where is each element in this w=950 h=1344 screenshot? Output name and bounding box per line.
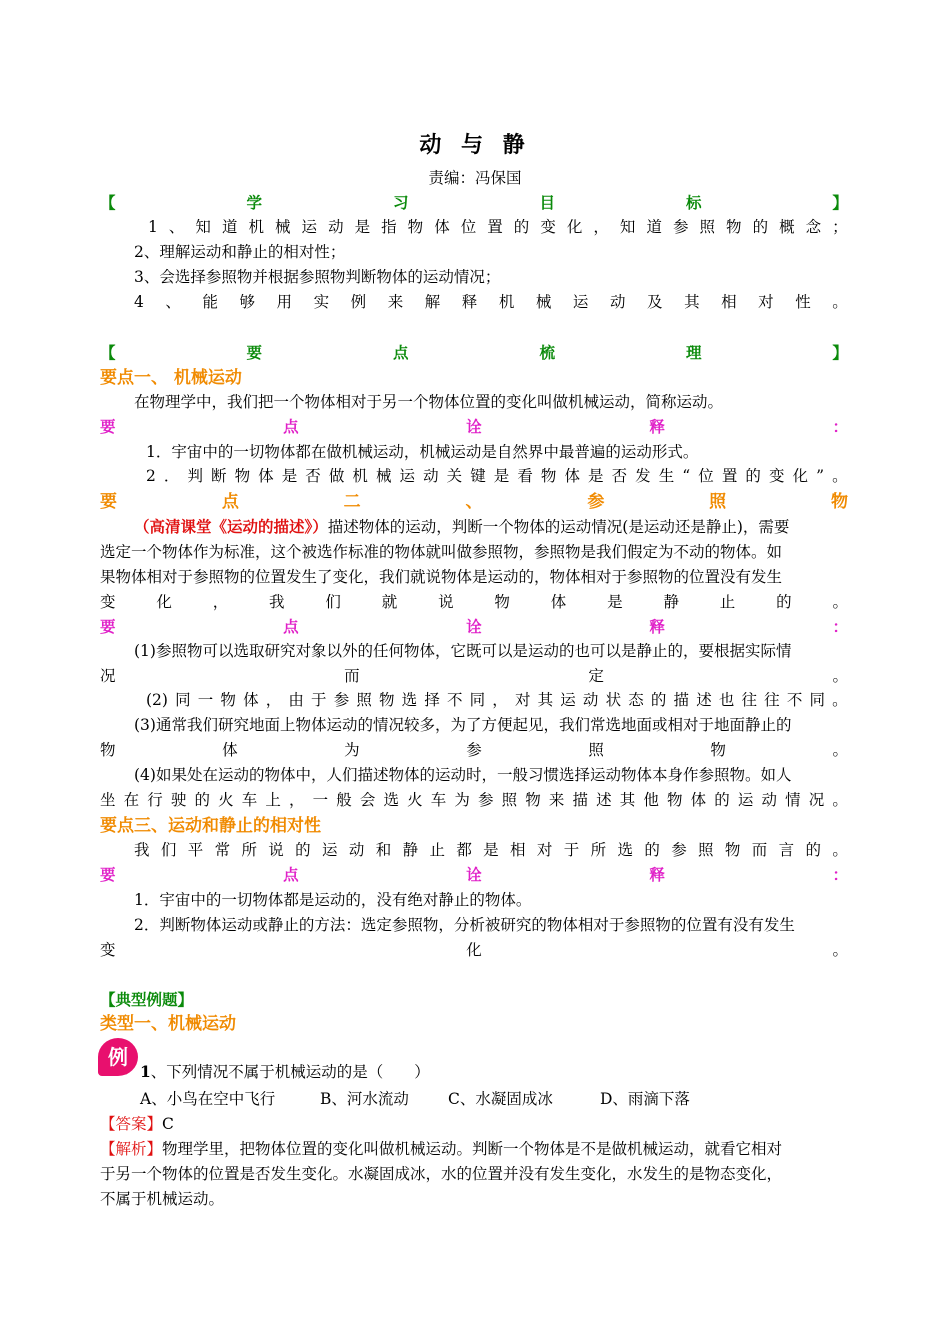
text-glyph: 况 bbox=[808, 791, 825, 809]
text-glyph: 静 bbox=[663, 593, 679, 611]
text-glyph: 】 bbox=[832, 193, 848, 212]
text-glyph: 。 bbox=[832, 741, 848, 759]
text-glyph: 、 bbox=[465, 492, 483, 512]
text-glyph: 言 bbox=[778, 841, 795, 859]
text-glyph: 。 bbox=[832, 593, 848, 611]
text-glyph: 点 bbox=[283, 865, 299, 884]
text-glyph: 同 bbox=[175, 691, 191, 709]
text-glyph: 生 bbox=[658, 467, 675, 485]
text-glyph: 在 bbox=[123, 791, 140, 809]
text-glyph: 否 bbox=[305, 467, 321, 485]
text-glyph: 状 bbox=[605, 691, 622, 709]
text-glyph: 运 bbox=[399, 467, 416, 485]
text-glyph: ” bbox=[816, 467, 825, 485]
text-glyph: 做 bbox=[328, 467, 345, 485]
text-glyph: 而 bbox=[751, 841, 768, 859]
text-glyph: 要 bbox=[100, 617, 116, 636]
text-glyph: 他 bbox=[643, 791, 659, 809]
text-glyph: 其 bbox=[537, 691, 554, 709]
key-points-heading bbox=[100, 341, 848, 365]
text-glyph: 物 bbox=[494, 593, 510, 611]
text-glyph: 运 bbox=[737, 791, 754, 809]
text-glyph: 。 bbox=[832, 467, 848, 485]
text-glyph: 而 bbox=[344, 667, 360, 685]
text-glyph: 诠 bbox=[466, 617, 482, 636]
text-glyph: 2 bbox=[146, 467, 156, 485]
text-glyph: 止 bbox=[719, 593, 736, 611]
text-glyph: 为 bbox=[344, 741, 360, 759]
text-glyph: 其 bbox=[619, 791, 636, 809]
text-glyph: 平 bbox=[187, 841, 204, 859]
point2-explain-3a: (3)通常我们研究地面上物体运动的情况较多，为了方便起见，我们常选地面或相对于地面静止的 bbox=[134, 716, 792, 734]
text-glyph: 不 bbox=[446, 691, 463, 709]
text-glyph: 驶 bbox=[170, 791, 187, 809]
text-glyph: 否 bbox=[611, 467, 628, 485]
text-glyph: 实 bbox=[313, 293, 330, 311]
text-glyph: 判 bbox=[187, 467, 203, 485]
text-glyph: 释 bbox=[649, 617, 665, 636]
text-glyph: 照 bbox=[709, 492, 727, 512]
text-glyph: 释 bbox=[649, 417, 665, 436]
text-glyph: 变 bbox=[100, 593, 116, 611]
text-glyph: 情 bbox=[785, 791, 801, 809]
text-glyph: 】 bbox=[832, 343, 848, 362]
text-glyph: 念 bbox=[805, 218, 822, 236]
text-glyph: 点 bbox=[283, 617, 299, 636]
text-glyph: 化 bbox=[566, 218, 583, 236]
text-glyph: 体 bbox=[564, 467, 580, 485]
text-glyph: 照 bbox=[501, 791, 518, 809]
text-glyph: 学 bbox=[246, 193, 262, 212]
text-glyph: 知 bbox=[619, 218, 636, 236]
text-glyph: 选 bbox=[383, 791, 400, 809]
text-glyph: 止 bbox=[429, 841, 445, 859]
text-glyph: 定 bbox=[588, 667, 604, 685]
text-glyph: 物 bbox=[379, 691, 395, 709]
text-glyph: 的 bbox=[650, 691, 667, 709]
text-glyph: 照 bbox=[698, 841, 714, 859]
text-glyph: 物 bbox=[540, 467, 557, 485]
text-glyph: 【 bbox=[100, 193, 116, 212]
text-glyph: 来 bbox=[387, 293, 404, 311]
text-glyph: “ bbox=[682, 467, 691, 485]
goal-2: 2、理解运动和静止的相对性； bbox=[134, 243, 346, 261]
text-glyph: ： bbox=[832, 417, 848, 436]
text-glyph: 述 bbox=[696, 691, 712, 709]
text-glyph: 动 bbox=[609, 293, 626, 311]
text-glyph: 化 bbox=[466, 941, 482, 959]
text-glyph: 指 bbox=[381, 218, 397, 236]
goal-4 bbox=[100, 290, 848, 314]
point1-explain-1: 1．宇宙中的一切物体都在做机械运动，机械运动是自然界中最普遍的运动形式。 bbox=[146, 443, 699, 461]
point3-explain-1: 1．宇宙中的一切物体都是运动的，没有绝对静止的物体。 bbox=[134, 891, 532, 909]
text-glyph: 动 bbox=[348, 841, 365, 859]
text-glyph: 为 bbox=[454, 791, 470, 809]
text-glyph: 、 bbox=[168, 218, 185, 236]
text-glyph: 机 bbox=[248, 218, 264, 236]
text-glyph: 会 bbox=[359, 791, 376, 809]
text-glyph: 们 bbox=[325, 593, 341, 611]
text-glyph: 物 bbox=[407, 218, 424, 236]
text-glyph: ， bbox=[212, 593, 229, 611]
text-glyph: 目 bbox=[539, 193, 555, 212]
text-glyph: 参 bbox=[478, 791, 494, 809]
option-d: D、雨滴下落 bbox=[600, 1090, 690, 1108]
text-glyph: 对 bbox=[514, 691, 531, 709]
text-glyph: 要 bbox=[246, 343, 262, 362]
text-glyph: 是 bbox=[493, 467, 510, 485]
text-glyph: 是 bbox=[354, 218, 371, 236]
text-glyph: 描 bbox=[673, 691, 690, 709]
text-glyph: 不 bbox=[786, 691, 803, 709]
option-a: A、小鸟在空中飞行 bbox=[140, 1090, 276, 1108]
text-glyph: 理 bbox=[685, 343, 702, 362]
text-glyph: 位 bbox=[698, 467, 714, 485]
text-glyph: 上 bbox=[265, 791, 281, 809]
text-glyph: 的 bbox=[745, 467, 761, 485]
text-glyph: 物 bbox=[724, 841, 741, 859]
option-c: C、水凝固成冰 bbox=[448, 1090, 553, 1108]
text-glyph: 看 bbox=[517, 467, 533, 485]
text-glyph: 相 bbox=[510, 841, 526, 859]
text-glyph: 概 bbox=[779, 218, 795, 236]
text-glyph: 的 bbox=[752, 218, 769, 236]
point2-explain-3b bbox=[100, 738, 848, 762]
text-glyph: 道 bbox=[221, 218, 238, 236]
text-glyph: 诠 bbox=[466, 417, 482, 436]
text-glyph: 释 bbox=[649, 865, 665, 884]
text-glyph: 的 bbox=[644, 841, 660, 859]
point3-title: 要点三、运动和静止的相对性 bbox=[100, 816, 321, 836]
text-glyph: 4 bbox=[134, 293, 144, 311]
text-glyph: 键 bbox=[470, 467, 486, 485]
text-glyph: 说 bbox=[268, 841, 284, 859]
text-glyph: 体 bbox=[222, 741, 238, 759]
text-glyph: 性 bbox=[795, 293, 811, 311]
text-glyph: 的 bbox=[776, 593, 792, 611]
text-glyph: 动 bbox=[328, 218, 344, 236]
text-glyph: ： bbox=[832, 617, 848, 636]
text-glyph: 火 bbox=[407, 791, 423, 809]
point2-explain-4b bbox=[100, 788, 848, 812]
question-text: 、下列情况不属于机械运动的是（ ） bbox=[150, 1063, 430, 1081]
author-line: 责编：冯保国 bbox=[428, 169, 522, 187]
text-glyph: 说 bbox=[438, 593, 454, 611]
text-glyph: 释 bbox=[461, 293, 478, 311]
type1-title: 类型一、机械运动 bbox=[100, 1014, 236, 1034]
text-glyph: 的 bbox=[513, 218, 530, 236]
text-glyph: 和 bbox=[375, 841, 392, 859]
text-glyph: 用 bbox=[276, 293, 293, 311]
text-glyph: 二 bbox=[343, 492, 361, 512]
text-glyph: 择 bbox=[424, 691, 440, 709]
text-glyph: 于 bbox=[311, 691, 327, 709]
text-glyph: 火 bbox=[218, 791, 234, 809]
text-glyph: 运 bbox=[572, 293, 589, 311]
text-glyph: 道 bbox=[646, 218, 662, 236]
text-glyph: ； bbox=[832, 218, 848, 236]
text-glyph: 运 bbox=[560, 691, 576, 709]
text-glyph: 1 bbox=[148, 218, 158, 236]
text-glyph: 是 bbox=[281, 467, 298, 485]
text-glyph: 一 bbox=[197, 691, 214, 709]
text-glyph: 机 bbox=[352, 467, 368, 485]
text-glyph: 往 bbox=[764, 691, 780, 709]
point1-explain-2 bbox=[100, 464, 848, 488]
text-glyph: ， bbox=[593, 218, 609, 236]
text-glyph: 静 bbox=[402, 841, 419, 859]
text-glyph: 变 bbox=[100, 941, 116, 959]
text-glyph: 要 bbox=[100, 417, 116, 436]
text-glyph: 运 bbox=[322, 841, 338, 859]
text-glyph: 选 bbox=[617, 841, 633, 859]
text-glyph: 的 bbox=[295, 841, 311, 859]
point1-text: 在物理学中，我们把一个物体相对于另一个物体位置的变化叫做机械运动，简称运动。 bbox=[134, 393, 724, 411]
text-glyph: 对 bbox=[758, 293, 774, 311]
text-glyph: 化 bbox=[792, 467, 809, 485]
point2-explain-4a: (4)如果处在运动的物体中，人们描述物体的运动时，一般习惯选择运动物体本身作参照物。如人 bbox=[134, 766, 792, 784]
text-glyph: 态 bbox=[628, 691, 644, 709]
text-glyph: 参 bbox=[672, 218, 689, 236]
text-glyph: 体 bbox=[690, 791, 707, 809]
text-glyph: 参 bbox=[587, 492, 605, 512]
text-glyph: ： bbox=[832, 865, 848, 884]
text-glyph: 坐 bbox=[100, 791, 116, 809]
analysis-line-3: 不属于机械运动。 bbox=[100, 1190, 225, 1208]
text-glyph: 例 bbox=[350, 293, 367, 311]
text-glyph: 的 bbox=[194, 791, 211, 809]
text-glyph: 由 bbox=[288, 691, 304, 709]
learning-goals-heading bbox=[100, 191, 848, 215]
point2-line-3: 果物体相对于参照物的位置发生了变化，我们就说物体是运动的，物体相对于参照物的位置没有发生 bbox=[100, 568, 783, 586]
text-glyph: 及 bbox=[647, 293, 663, 311]
text-glyph: 动 bbox=[423, 467, 439, 485]
text-glyph: 于 bbox=[563, 841, 580, 859]
text-glyph: 是 bbox=[588, 467, 604, 485]
examples-heading: 【典型例题】 bbox=[100, 990, 194, 1009]
text-glyph: 机 bbox=[498, 293, 515, 311]
text-glyph: 化 bbox=[156, 593, 172, 611]
explain-heading-1 bbox=[100, 415, 848, 439]
text-glyph: 对 bbox=[536, 841, 553, 859]
text-glyph: 诠 bbox=[466, 865, 482, 884]
text-glyph: 行 bbox=[147, 791, 163, 809]
text-glyph: 【 bbox=[100, 343, 116, 362]
question-options bbox=[140, 1087, 840, 1111]
analysis-tag: 【解析】 bbox=[100, 1140, 163, 1158]
text-glyph: 变 bbox=[540, 218, 556, 236]
text-glyph: 标 bbox=[685, 193, 702, 212]
text-glyph: 要 bbox=[100, 492, 117, 512]
text-glyph: ， bbox=[289, 791, 305, 809]
text-glyph: 都 bbox=[456, 841, 472, 859]
point3-text bbox=[100, 838, 848, 862]
example-badge: 例 bbox=[98, 1038, 138, 1076]
point3-explain-2a: 2．判断物体运动或静止的方法：选定参照物，分析被研究的物体相对于参照物的位置有没有发生 bbox=[134, 916, 795, 934]
text-glyph: 一 bbox=[312, 791, 329, 809]
point2-explain-1a: (1)参照物可以选取研究对象以外的任何物体，它既可以是运动的也可以是静止的，要根据实际情 bbox=[134, 642, 792, 660]
point2-explain-2 bbox=[100, 688, 848, 712]
text-glyph: 发 bbox=[635, 467, 651, 485]
text-glyph: 般 bbox=[336, 791, 352, 809]
text-glyph: 车 bbox=[241, 791, 258, 809]
text-glyph: 物 bbox=[830, 492, 848, 512]
page-title: 动 与 静 bbox=[419, 132, 531, 158]
text-glyph: 、 bbox=[165, 293, 181, 311]
point2-line-4 bbox=[100, 590, 848, 614]
text-glyph: 知 bbox=[195, 218, 211, 236]
text-glyph: 往 bbox=[741, 691, 758, 709]
text-glyph: 物 bbox=[667, 791, 683, 809]
point1-title: 要点一、 机械运动 bbox=[100, 368, 242, 388]
text-glyph: 能 bbox=[202, 293, 218, 311]
point2-link[interactable]: （高清课堂《运动的描述》） bbox=[134, 517, 328, 536]
text-glyph: 动 bbox=[761, 791, 778, 809]
text-glyph: 要 bbox=[100, 865, 116, 884]
text-glyph: 们 bbox=[160, 841, 177, 859]
answer-value: C bbox=[162, 1115, 174, 1133]
analysis-text-1: 物理学里，把物体位置的变化叫做机械运动。判断一个物体是不是做机械运动，就看它相对 bbox=[162, 1140, 783, 1158]
text-glyph: 车 bbox=[430, 791, 447, 809]
text-glyph: 照 bbox=[588, 741, 604, 759]
text-glyph: 体 bbox=[550, 593, 567, 611]
text-glyph: 的 bbox=[714, 791, 730, 809]
text-glyph: 体 bbox=[258, 467, 274, 485]
text-glyph: 。 bbox=[832, 941, 848, 959]
text-glyph: 体 bbox=[243, 691, 259, 709]
text-glyph: 械 bbox=[275, 218, 291, 236]
text-glyph: 体 bbox=[434, 218, 450, 236]
text-glyph: 动 bbox=[582, 691, 599, 709]
text-glyph: ， bbox=[265, 691, 282, 709]
text-glyph: 况 bbox=[100, 667, 116, 685]
text-glyph: 。 bbox=[832, 293, 848, 311]
text-glyph: 所 bbox=[241, 841, 257, 859]
point2-title bbox=[100, 490, 848, 514]
text-glyph: 点 bbox=[283, 417, 299, 436]
text-glyph: (2) bbox=[146, 691, 168, 709]
text-glyph: 就 bbox=[381, 593, 398, 611]
goal-3: 3、会选择参照物并根据参照物判断物体的运动情况； bbox=[134, 268, 501, 286]
text-glyph: 参 bbox=[466, 741, 482, 759]
text-glyph: 运 bbox=[301, 218, 318, 236]
text-glyph: 我 bbox=[269, 593, 285, 611]
answer-tag: 【答案】 bbox=[100, 1115, 163, 1133]
text-glyph: 选 bbox=[401, 691, 418, 709]
text-glyph: 械 bbox=[375, 467, 392, 485]
point3-explain-2b bbox=[100, 938, 848, 962]
point2-text-1: 描述物体的运动，判断一个物体的运动情况(是运动还是静止)，需要 bbox=[327, 518, 790, 536]
text-glyph: 物 bbox=[100, 741, 116, 759]
text-glyph: 。 bbox=[832, 791, 848, 809]
text-glyph: 。 bbox=[832, 841, 848, 859]
text-glyph: 同 bbox=[809, 691, 825, 709]
text-glyph: 也 bbox=[718, 691, 735, 709]
text-glyph: 相 bbox=[721, 293, 737, 311]
explain-heading-2 bbox=[100, 615, 848, 639]
text-glyph: 。 bbox=[832, 667, 848, 685]
text-glyph: 解 bbox=[424, 293, 441, 311]
text-glyph: 习 bbox=[392, 193, 409, 212]
text-glyph: 点 bbox=[392, 343, 409, 362]
text-glyph: 的 bbox=[805, 841, 821, 859]
text-glyph: 是 bbox=[607, 593, 623, 611]
text-glyph: ， bbox=[492, 691, 508, 709]
question-number: 1 bbox=[140, 1062, 151, 1081]
text-glyph: 梳 bbox=[539, 343, 555, 362]
text-glyph: 物 bbox=[234, 467, 251, 485]
text-glyph: 点 bbox=[221, 492, 239, 512]
text-glyph: 械 bbox=[535, 293, 552, 311]
text-glyph: 所 bbox=[590, 841, 607, 859]
text-glyph: 关 bbox=[446, 467, 463, 485]
point2-explain-1b bbox=[100, 664, 848, 688]
analysis-line-2: 于另一个物体的位置是否发生变化。水凝固成冰，水的位置并没有发生变化，水发生的是物态变化， bbox=[100, 1165, 783, 1183]
text-glyph: 置 bbox=[721, 467, 738, 485]
text-glyph: 物 bbox=[220, 691, 236, 709]
text-glyph: 。 bbox=[832, 691, 848, 709]
text-glyph: 其 bbox=[684, 293, 700, 311]
text-glyph: 我 bbox=[134, 841, 150, 859]
text-glyph: 够 bbox=[239, 293, 256, 311]
point2-line-1 bbox=[100, 515, 848, 539]
text-glyph: 照 bbox=[699, 218, 716, 236]
text-glyph: 置 bbox=[487, 218, 503, 236]
text-glyph: ． bbox=[163, 467, 180, 485]
text-glyph: 物 bbox=[710, 741, 726, 759]
point2-line-2: 选定一个物体作为标准，这个被选作标准的物体就叫做参照物，参照物是我们假定为不动的物体。如 bbox=[100, 543, 783, 561]
text-glyph: 常 bbox=[214, 841, 231, 859]
analysis-line-1 bbox=[100, 1137, 848, 1161]
text-glyph: 物 bbox=[726, 218, 742, 236]
text-glyph: 断 bbox=[211, 467, 227, 485]
text-glyph: 述 bbox=[596, 791, 612, 809]
text-glyph: 同 bbox=[469, 691, 486, 709]
explain-heading-3 bbox=[100, 863, 848, 887]
text-glyph: 变 bbox=[768, 467, 785, 485]
text-glyph: 物 bbox=[525, 791, 541, 809]
text-glyph: 描 bbox=[572, 791, 589, 809]
text-glyph: 位 bbox=[460, 218, 477, 236]
question-1 bbox=[140, 1060, 840, 1084]
text-glyph: 照 bbox=[356, 691, 372, 709]
text-glyph: 参 bbox=[333, 691, 350, 709]
text-glyph: 来 bbox=[548, 791, 565, 809]
option-b: B、河水流动 bbox=[320, 1090, 409, 1108]
text-glyph: 参 bbox=[671, 841, 687, 859]
goal-1 bbox=[100, 215, 848, 239]
text-glyph: 是 bbox=[483, 841, 499, 859]
answer-line bbox=[100, 1112, 848, 1136]
